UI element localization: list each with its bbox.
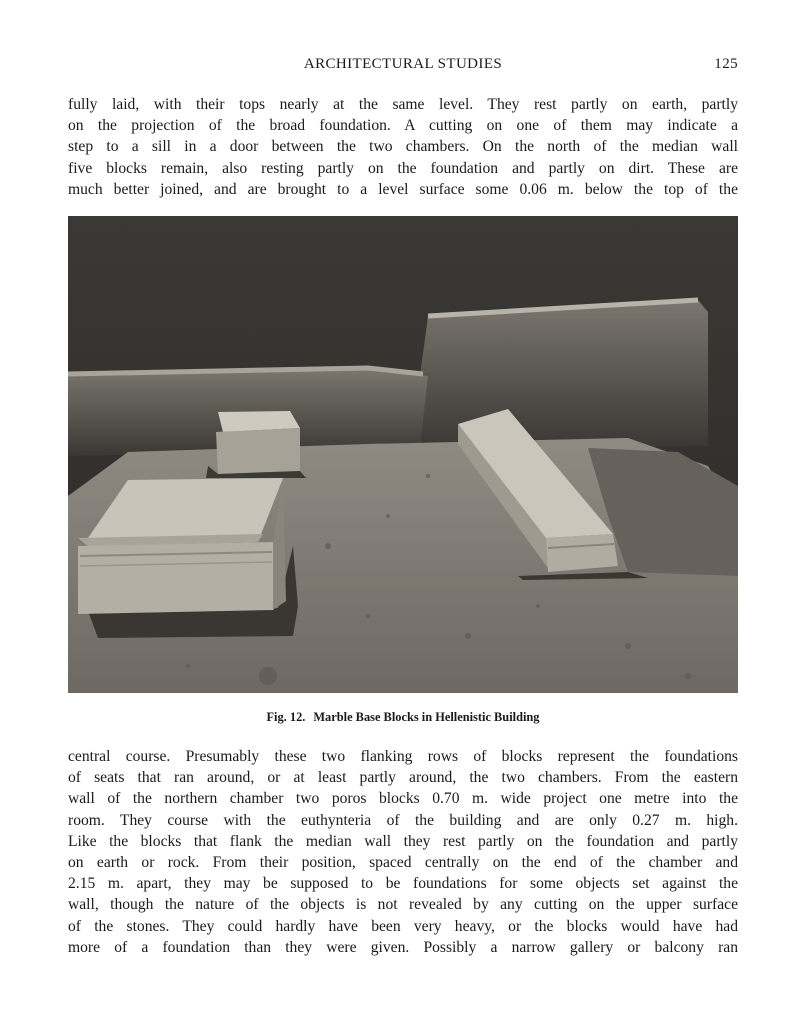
- text-line: wall of the northern chamber two poros blocks 0.70 m. wide project one metre into the: [68, 790, 738, 808]
- figure-photograph: [68, 216, 738, 693]
- text-line: step to a sill in a door between the two chambers. On the north of the median wall: [68, 138, 738, 156]
- text-line: room. They course with the euthynteria of the building and are only 0.27 m. high.: [68, 811, 738, 829]
- figure-label: Fig. 12.: [266, 710, 306, 724]
- text-line: fully laid, with their tops nearly at the same level. They rest partly on earth, partly: [68, 96, 738, 113]
- text-line: 2.15 m. apart, they may be supposed to be foundations for some objects set against the: [68, 875, 738, 893]
- running-head: [68, 56, 738, 78]
- page-number: 125: [714, 56, 738, 72]
- text-line: wall, though the nature of the objects is not revealed by any cutting on the upper surface: [68, 896, 738, 914]
- text-line: more of a foundation than they were given. Possibly a narrow gallery or balcony ran: [68, 938, 738, 956]
- paragraph-top: [68, 94, 738, 200]
- text-line: central course. Presumably these two flanking rows of blocks represent the foundations: [68, 748, 738, 765]
- figure-caption-text: Marble Base Blocks in Hellenistic Building: [313, 710, 540, 724]
- figure-caption: [68, 710, 738, 725]
- text-line: five blocks remain, also resting partly on the foundation and partly on dirt. These are: [68, 159, 738, 177]
- running-head-title: ARCHITECTURAL STUDIES: [303, 56, 503, 72]
- paragraph-bottom: [68, 746, 738, 958]
- text-line: of seats that ran around, or at least partly around, the two chambers. From the eastern: [68, 769, 738, 787]
- text-line: of the stones. They could hardly have been very heavy, or the blocks would have had: [68, 917, 738, 935]
- text-line: on the projection of the broad foundation. A cutting on one of them may indicate a: [68, 117, 738, 135]
- text-line: on earth or rock. From their position, spaced centrally on the end of the chamber and: [68, 854, 738, 872]
- text-line: Like the blocks that flank the median wall they rest partly on the foundation and partly: [68, 832, 738, 850]
- text-line: much better joined, and are brought to a level surface some 0.06 m. below the top of the: [68, 180, 738, 198]
